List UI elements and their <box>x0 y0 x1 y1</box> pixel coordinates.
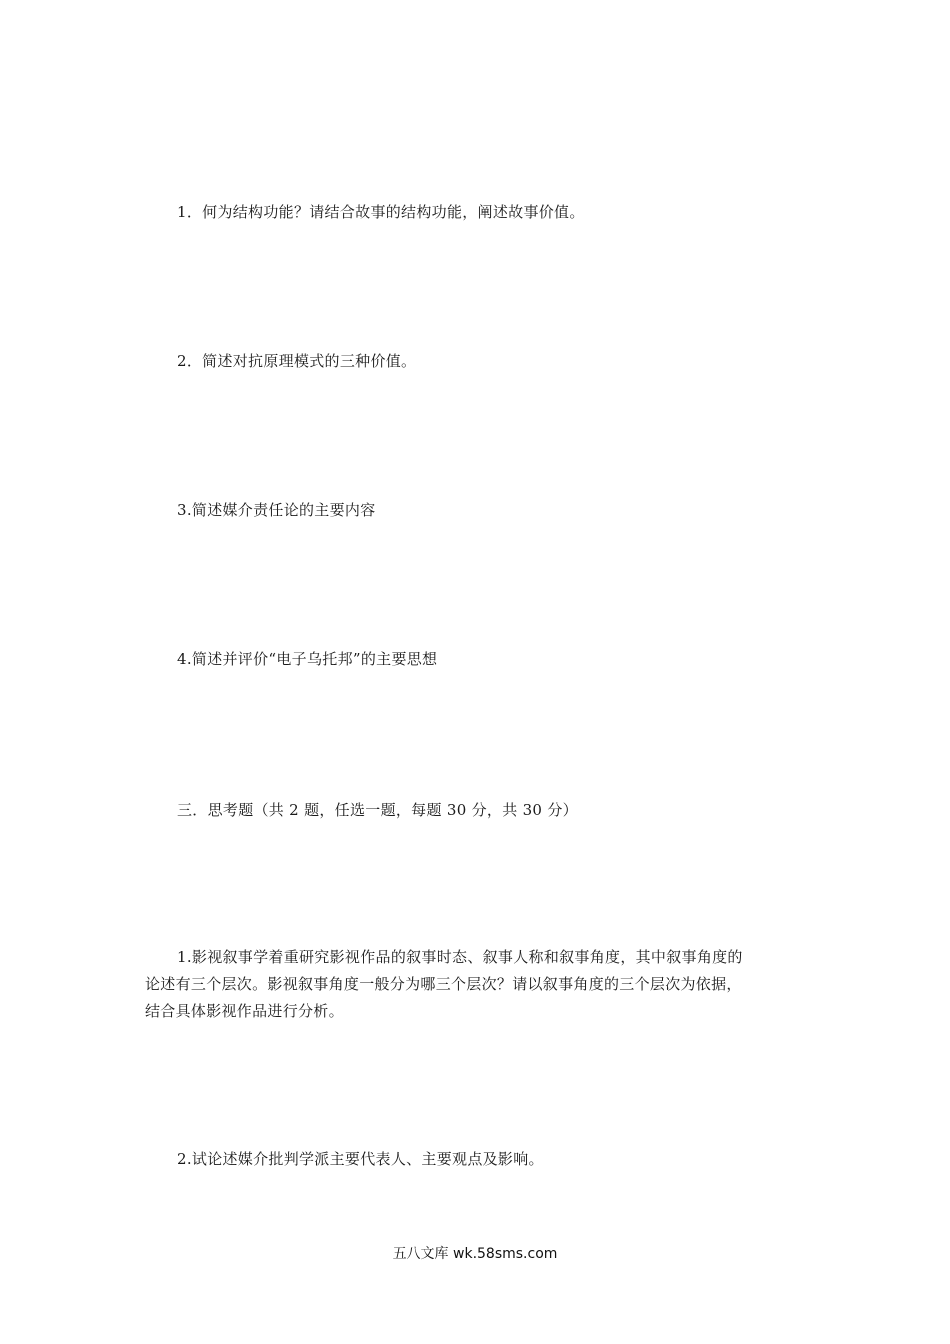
essay-question-1-line-3: 结合具体影视作品进行分析。 <box>145 1002 344 1020</box>
question-1: 1．何为结构功能？请结合故事的结构功能，阐述故事价值。 <box>177 203 585 221</box>
question-4: 4.简述并评价“电子乌托邦”的主要思想 <box>177 650 438 668</box>
page-footer: 五八文库 wk.58sms.com <box>392 1246 558 1262</box>
question-2: 2．简述对抗原理模式的三种价值。 <box>177 352 417 370</box>
question-3: 3.简述媒介责任论的主要内容 <box>177 501 376 519</box>
essay-question-1-line-1: 1.影视叙事学着重研究影视作品的叙事时态、叙事人称和叙事角度，其中叙事角度的 <box>177 948 743 966</box>
essay-question-2: 2.试论述媒介批判学派主要代表人、主要观点及影响。 <box>177 1150 544 1168</box>
section-3-heading: 三．思考题（共 2 题，任选一题，每题 30 分，共 30 分） <box>177 801 578 819</box>
essay-question-1-line-2: 论述有三个层次。影视叙事角度一般分为哪三个层次？请以叙事角度的三个层次为依据， <box>145 975 742 993</box>
